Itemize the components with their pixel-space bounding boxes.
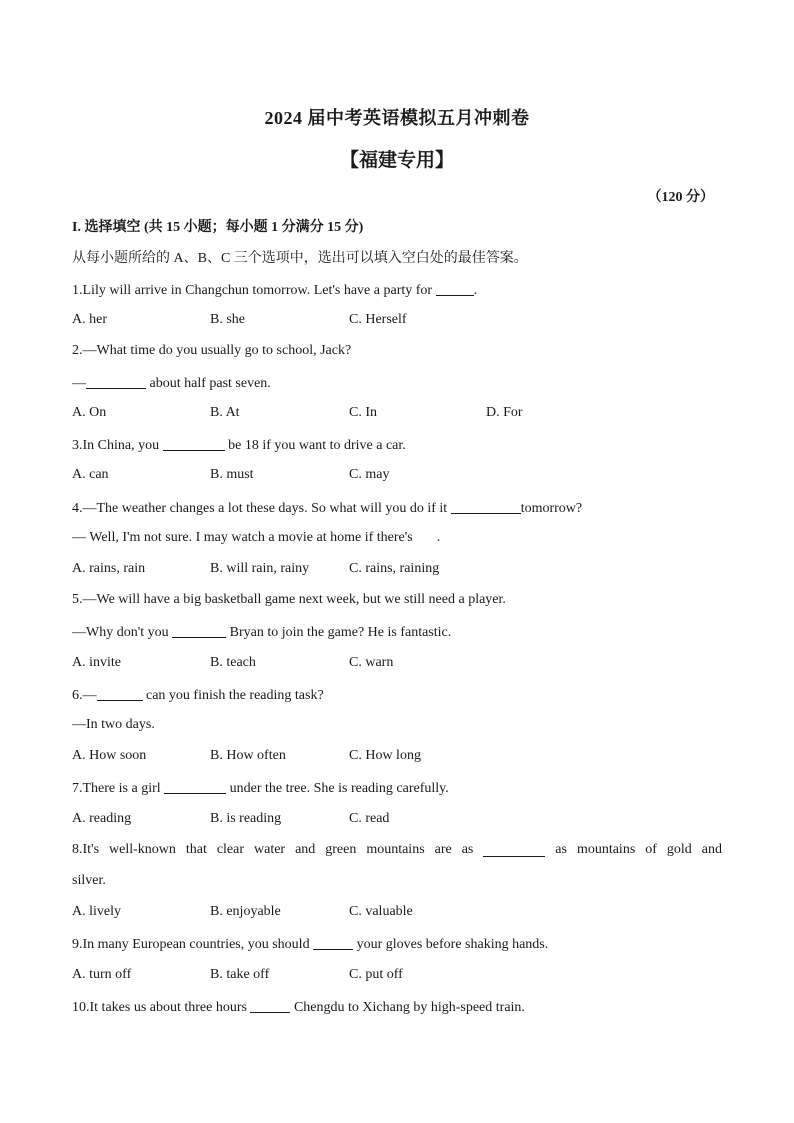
- question-3-stem: 3.In China, you be 18 if you want to drive a car.: [72, 438, 406, 453]
- question-9-option-b: B. take off: [210, 967, 270, 982]
- question-7-option-b: B. is reading: [210, 811, 282, 826]
- question-1-stem: 1.Lily will arrive in Changchun tomorrow. Let's have a party for .: [72, 283, 478, 298]
- total-score: （120 分）: [647, 190, 714, 205]
- question-9-option-c: C. put off: [349, 967, 403, 982]
- question-6-option-b: B. How often: [210, 748, 286, 763]
- answer-blank: [483, 842, 545, 857]
- question-7-stem: 7.There is a girl under the tree. She is reading carefully.: [72, 781, 449, 796]
- question-4-option-c: C. rains, raining: [349, 561, 440, 576]
- question-6-reply: —In two days.: [72, 717, 155, 732]
- answer-blank: [164, 779, 226, 794]
- question-4-reply: — Well, I'm not sure. I may watch a movie at home if there's .: [72, 530, 441, 545]
- question-2-option-d: D. For: [486, 405, 523, 420]
- page-subtitle: 【福建专用】: [339, 150, 454, 171]
- question-4-option-b: B. will rain, rainy: [210, 561, 310, 576]
- question-5-option-c: C. warn: [349, 655, 394, 670]
- question-4-stem: 4.—The weather changes a lot these days. So what will you do if it tomorrow?: [72, 501, 583, 516]
- question-2-stem: 2.—What time do you usually go to school, Jack?: [72, 343, 352, 358]
- question-5-reply: —Why don't you Bryan to join the game? He is fantastic.: [72, 625, 452, 640]
- page-title: 2024 届中考英语模拟五月冲刺卷: [264, 108, 530, 128]
- question-2-option-a: A. On: [72, 405, 107, 420]
- question-9-option-a: A. turn off: [72, 967, 132, 982]
- question-1-option-c: C. Herself: [349, 312, 407, 327]
- section-instructions: 从每小题所给的 A、B、C 三个选项中，选出可以填入空白处的最佳答案。: [72, 251, 528, 266]
- question-8-option-b: B. enjoyable: [210, 904, 281, 919]
- answer-blank: [436, 281, 474, 296]
- question-3-option-a: A. can: [72, 467, 109, 482]
- question-8-option-c: C. valuable: [349, 904, 413, 919]
- section-heading: I. 选择填空 (共 15 小题；每小题 1 分满分 15 分): [72, 220, 364, 235]
- question-5-stem: 5.—We will have a big basketball game next week, but we still need a player.: [72, 592, 506, 607]
- question-8-option-a: A. lively: [72, 904, 121, 919]
- question-7-option-c: C. read: [349, 811, 390, 826]
- question-3-option-c: C. may: [349, 467, 390, 482]
- answer-blank: [86, 374, 146, 389]
- answer-blank: [451, 499, 521, 514]
- answer-blank: [97, 686, 143, 701]
- answer-blank: [172, 623, 226, 638]
- answer-blank: [163, 436, 225, 451]
- question-8-continuation: silver.: [72, 873, 106, 888]
- question-6-option-c: C. How long: [349, 748, 421, 763]
- question-6-stem: 6.— can you finish the reading task?: [72, 688, 324, 703]
- question-4-option-a: A. rains, rain: [72, 561, 146, 576]
- question-2-option-b: B. At: [210, 405, 240, 420]
- question-5-option-a: A. invite: [72, 655, 121, 670]
- question-8-stem: 8.It's well-known that clear water and green mountains are as as mountains of gold and: [72, 842, 722, 857]
- question-1-option-b: B. she: [210, 312, 245, 327]
- question-2-reply: — about half past seven.: [72, 376, 271, 391]
- question-1-option-a: A. her: [72, 312, 107, 327]
- answer-blank: [313, 935, 353, 950]
- question-7-option-a: A. reading: [72, 811, 132, 826]
- question-10-stem: 10.It takes us about three hours Chengdu to Xichang by high-speed train.: [72, 1000, 525, 1015]
- answer-blank: [250, 998, 290, 1013]
- question-2-option-c: C. In: [349, 405, 377, 420]
- question-9-stem: 9.In many European countries, you should your gloves before shaking hands.: [72, 937, 549, 952]
- question-6-option-a: A. How soon: [72, 748, 147, 763]
- question-3-option-b: B. must: [210, 467, 254, 482]
- question-5-option-b: B. teach: [210, 655, 256, 670]
